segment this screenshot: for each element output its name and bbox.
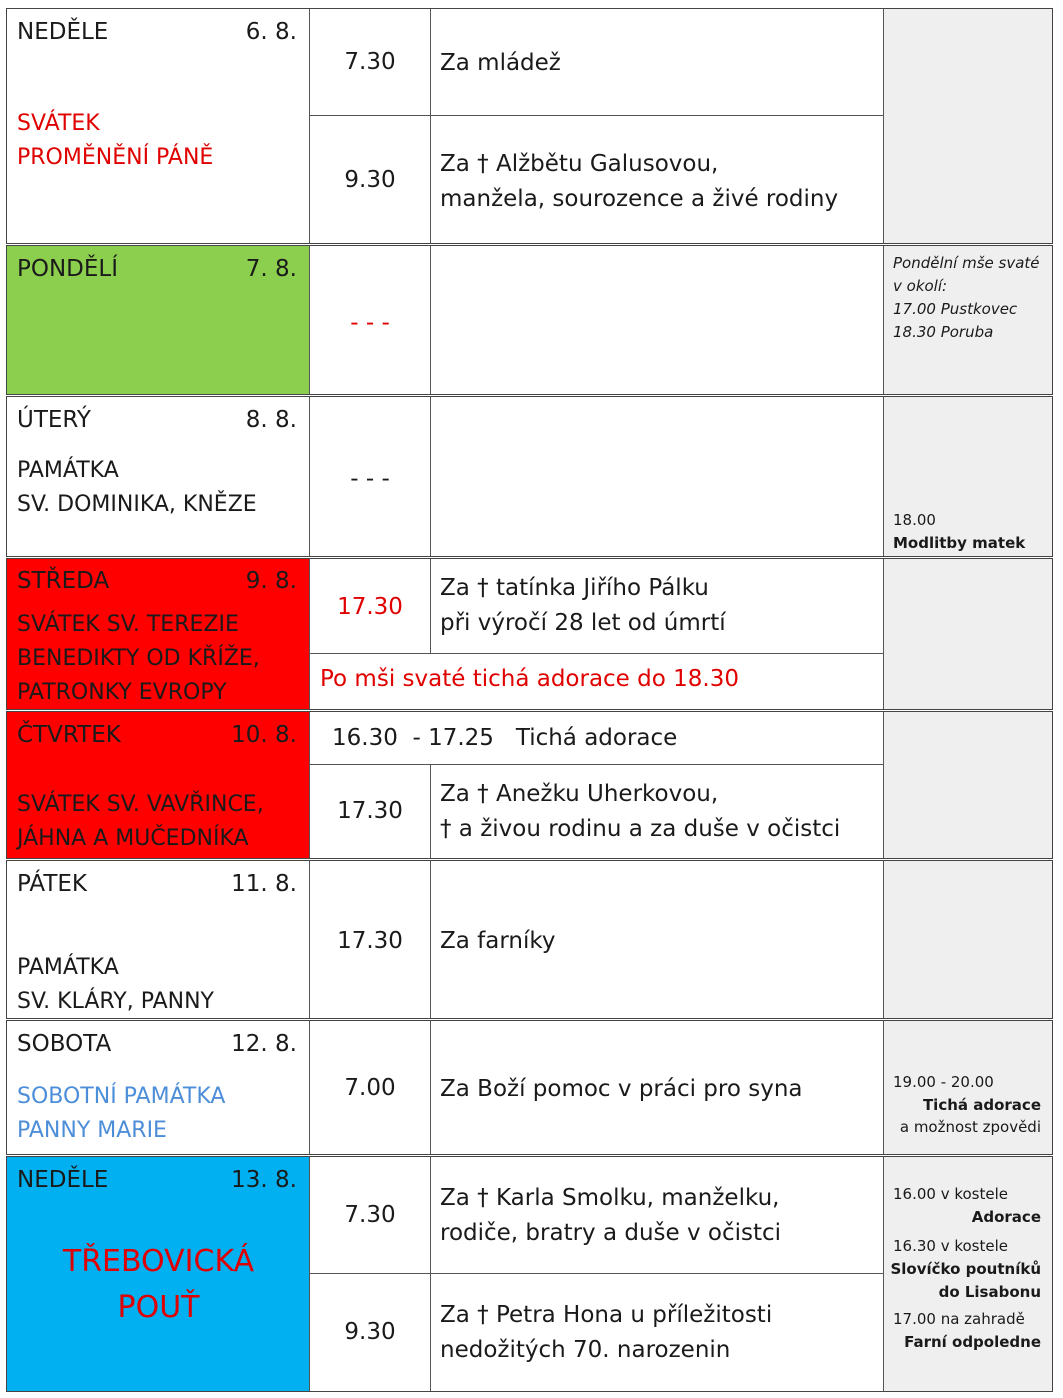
- feast-title: SVÁTEK SV. TEREZIE BENEDIKTY OD KŘÍŽE, PATRONKY EVROPY: [17, 612, 260, 705]
- mass-intention: [431, 246, 884, 394]
- mass-time: 9.30: [310, 1274, 431, 1391]
- day-name: PONDĚLÍ: [17, 256, 119, 282]
- mass-intention: [431, 397, 884, 556]
- day-cell: [7, 861, 310, 1018]
- notes-cell: [884, 9, 1052, 243]
- day-cell: [7, 1157, 310, 1391]
- mass-time: 17.30: [310, 861, 431, 1018]
- day-name: SOBOTA: [17, 1031, 112, 1057]
- day-block-monday: [6, 245, 1053, 395]
- day-name: PÁTEK: [17, 871, 88, 897]
- mass-intention: Za † Karla Smolku, manželku, rodiče, bratry a duše v očistci: [431, 1157, 884, 1274]
- day-block-saturday: [6, 1020, 1053, 1155]
- mass-intention: Za † tatínka Jiřího Pálku při výročí 28 let od úmrtí: [431, 559, 884, 654]
- mass-time: 7.30: [310, 9, 431, 116]
- mass-time: 17.30: [310, 765, 431, 858]
- day-date: 11. 8.: [231, 871, 297, 897]
- day-name: ČTVRTEK: [17, 722, 121, 748]
- day-date: 7. 8.: [245, 256, 297, 282]
- mass-intention: Za † Anežku Uherkovou, † a živou rodinu a za duše v očistci: [431, 765, 884, 858]
- day-name: ÚTERÝ: [17, 407, 91, 433]
- day-block-wednesday: [6, 558, 1053, 710]
- mass-intention: Za farníky: [431, 861, 884, 1018]
- pilgrimage-title: TŘEBOVICKÁ POUŤ: [62, 1244, 255, 1325]
- day-cell: [7, 559, 310, 709]
- mass-intention: Za † Alžbětu Galusovou, manžela, sourozence a živé rodiny: [431, 116, 884, 243]
- day-block-friday: [6, 860, 1053, 1019]
- feast-title: PAMÁTKA SV. DOMINIKA, KNĚZE: [17, 458, 257, 517]
- day-cell: [7, 9, 310, 243]
- mass-time: - - -: [310, 246, 431, 394]
- feast-title: SVÁTEK PROMĚNĚNÍ PÁNĚ: [17, 111, 214, 170]
- notes-cell: 19.00 - 20.00 Tichá adorace a možnost zpovědi: [884, 1021, 1052, 1154]
- day-date: 6. 8.: [245, 19, 297, 45]
- day-date: 12. 8.: [231, 1031, 297, 1057]
- day-cell: [7, 712, 310, 858]
- adoration-note: Po mši svaté tichá adorace do 18.30: [310, 654, 884, 709]
- notes-cell: Pondělní mše svaté v okolí: 17.00 Pustkovec 18.30 Poruba: [884, 246, 1052, 394]
- mass-time: 17.30: [310, 559, 431, 654]
- adoration-time: 16.30 - 17.25 Tichá adorace: [310, 712, 884, 765]
- day-block-sunday-13-8: [6, 1156, 1053, 1392]
- day-block-thursday: [6, 711, 1053, 859]
- day-date: 9. 8.: [245, 568, 297, 594]
- mass-intention: Za † Petra Hona u příležitosti nedožitých 70. narozenin: [431, 1274, 884, 1391]
- mass-intention: Za mládež: [431, 9, 884, 116]
- notes-cell: [884, 559, 1052, 709]
- feast-title: SVÁTEK SV. VAVŘINCE, JÁHNA A MUČEDNÍKA: [17, 792, 264, 851]
- notes-cell: [884, 712, 1052, 858]
- day-cell: [7, 246, 310, 394]
- notes-cell: 18.00 Modlitby matek: [884, 397, 1052, 556]
- day-block-tuesday: [6, 396, 1053, 557]
- feast-title: PAMÁTKA SV. KLÁRY, PANNY: [17, 955, 214, 1014]
- feast-title: SOBOTNÍ PAMÁTKA PANNY MARIE: [17, 1084, 226, 1143]
- mass-time: 7.00: [310, 1021, 431, 1154]
- day-date: 10. 8.: [231, 722, 297, 748]
- day-block-sunday-6-8: [6, 8, 1053, 244]
- notes-cell: 16.00 v kostele Adorace 16.30 v kostele Slovíčko poutníků do Lisabonu 17.00 na zahradě Farní odpoledne: [884, 1157, 1052, 1391]
- day-date: 13. 8.: [231, 1167, 297, 1193]
- mass-time: - - -: [310, 397, 431, 556]
- day-cell: [7, 397, 310, 556]
- day-cell: [7, 1021, 310, 1154]
- day-name: STŘEDA: [17, 568, 110, 594]
- day-date: 8. 8.: [245, 407, 297, 433]
- mass-time: 9.30: [310, 116, 431, 243]
- notes-cell: [884, 861, 1052, 1018]
- mass-time: 7.30: [310, 1157, 431, 1274]
- mass-intention: Za Boží pomoc v práci pro syna: [431, 1021, 884, 1154]
- day-name: NEDĚLE: [17, 19, 109, 45]
- day-name: NEDĚLE: [17, 1167, 109, 1193]
